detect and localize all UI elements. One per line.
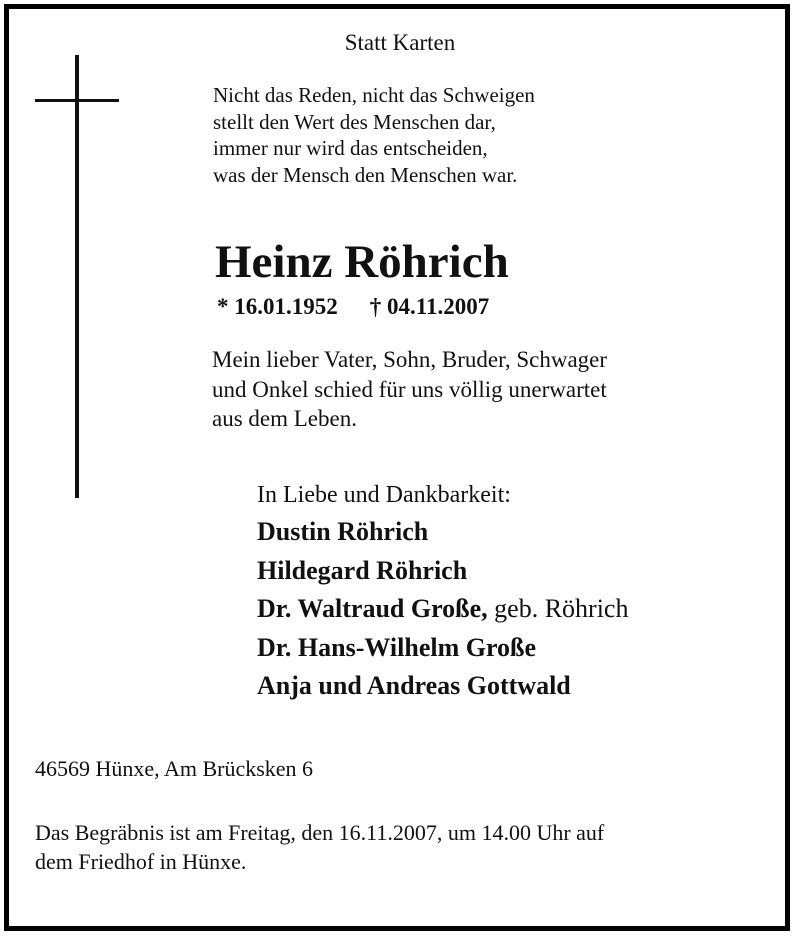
cross-icon (75, 55, 79, 498)
mourner-item (257, 629, 628, 668)
poem-line: stellt den Wert des Menschen dar, (213, 109, 496, 134)
poem-line: was der Mensch den Menschen war. (213, 162, 518, 187)
mourners-list (257, 513, 628, 706)
funeral-info (35, 818, 604, 876)
message-line: aus dem Leben. (212, 406, 357, 431)
poem (213, 82, 535, 188)
message-line: und Onkel schied für uns völlig unerwartet (212, 376, 607, 402)
mourner-item (257, 513, 628, 552)
funeral-line: Das Begräbnis ist am Freitag, den 16.11.2007, um 14.00 Uhr auf (35, 820, 605, 845)
death-message (212, 345, 607, 434)
mourner-name: Dr. Hans-Wilhelm Große (257, 632, 537, 662)
poem-line: immer nur wird das entscheiden, (213, 136, 488, 160)
notice-header: Statt Karten (344, 30, 456, 55)
mourner-name: Dustin Röhrich (257, 517, 429, 546)
mourner-name: Dr. Waltraud Große, (257, 594, 488, 623)
mourner-maiden-name: geb. Röhrich (494, 594, 629, 623)
death-date: † 04.11.2007 (369, 294, 490, 319)
funeral-line: dem Friedhof in Hünxe. (35, 849, 247, 874)
message-line: Mein lieber Vater, Sohn, Bruder, Schwager (212, 347, 608, 372)
deceased-name: Heinz Röhrich (215, 236, 509, 288)
life-dates (217, 294, 489, 320)
signoff: In Liebe und Dankbarkeit: (257, 482, 511, 508)
mourner-item (257, 590, 628, 629)
mourner-name: Hildegard Röhrich (257, 555, 468, 585)
cross-icon-beam (35, 99, 119, 102)
birth-date: * 16.01.1952 (217, 294, 338, 319)
mourner-name: Anja und Andreas Gottwald (257, 671, 571, 700)
mourner-item (257, 667, 628, 706)
family-address: 46569 Hünxe, Am Brücksken 6 (35, 756, 314, 781)
poem-line: Nicht das Reden, nicht das Schweigen (213, 83, 535, 107)
mourner-item (257, 552, 628, 591)
